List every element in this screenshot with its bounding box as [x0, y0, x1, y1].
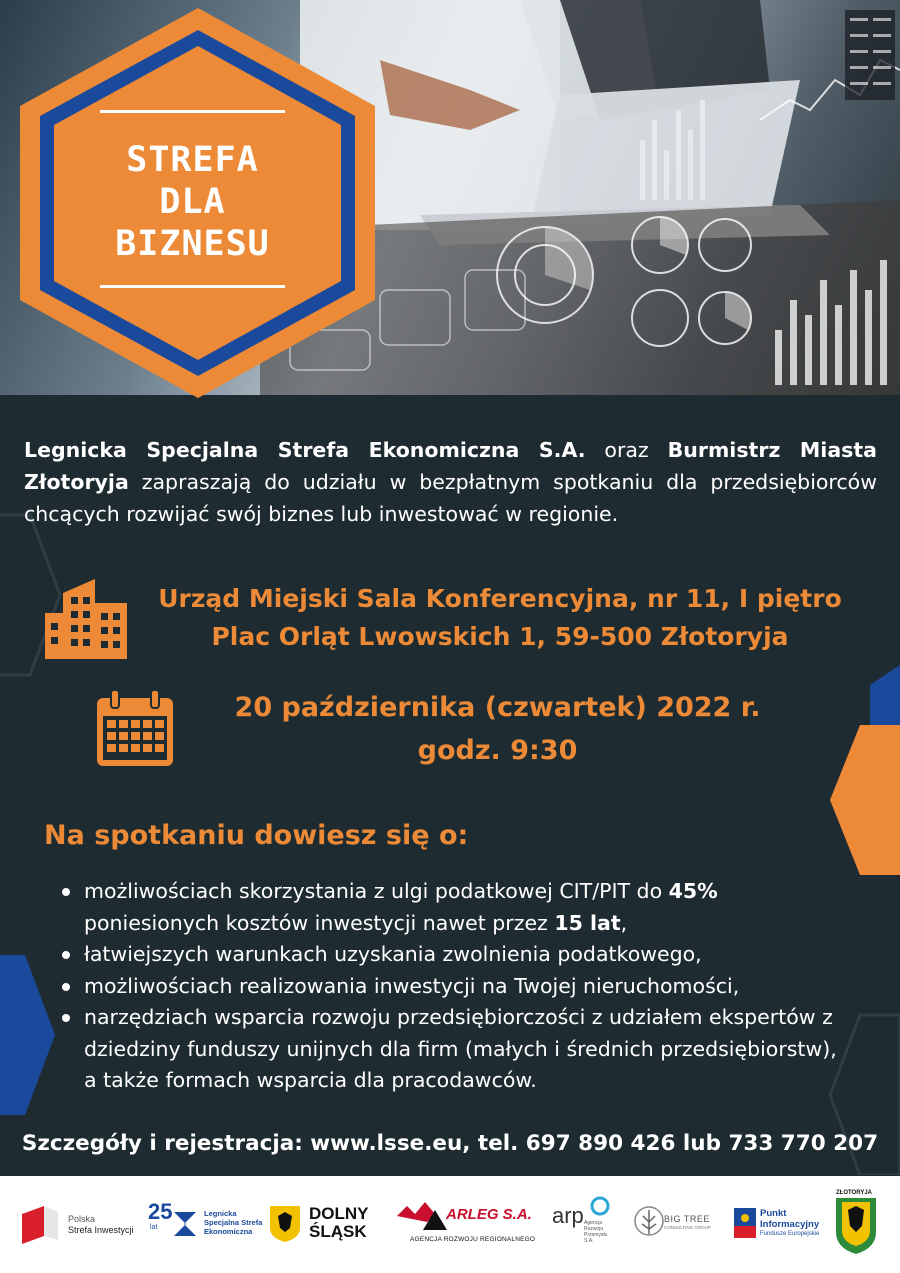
agenda-item-1-text-a: możliwościach skorzystania z ulgi podatkowej CIT/PIT do: [84, 879, 669, 903]
list-item: [62, 971, 842, 1003]
arleg-logo-subtitle: AGENCJA ROZWOJU REGIONALNEGO: [410, 1236, 536, 1243]
paih-logo-line-1: Polska: [68, 1214, 96, 1224]
bullet-dot: [62, 951, 70, 959]
eu-funds-logo-line-1: Punkt: [760, 1208, 787, 1219]
bullet-dot: [62, 983, 70, 991]
eu-funds-logo-line-3: Fundusze Europejskie: [760, 1231, 820, 1237]
arp-logo-line-4: Przemysłu: [584, 1232, 608, 1238]
arp-logo-line-5: S.A.: [584, 1238, 594, 1244]
zlotoryja-coat-of-arms-icon: [836, 1198, 876, 1254]
badge-top-rule: [100, 110, 285, 113]
intro-text: zapraszają do udziału w bezpłatnym spotkaniu dla przedsiębiorców chcących rozwijać swój biznes lub inwestować w regionie.: [24, 470, 877, 526]
bullet-dot: [62, 888, 70, 896]
dolny-slask-line-1: DOLNY: [309, 1204, 369, 1223]
intro-connector: oraz: [585, 438, 668, 462]
eu-funds-logo-line-2: Informacyjny: [760, 1219, 820, 1230]
building-icon: [45, 573, 127, 659]
badge-bottom-rule: [100, 285, 285, 288]
lsse-logo-line-2: Specjalna Strefa: [204, 1218, 263, 1227]
agenda-item-4: narzędziach wsparcia rozwoju przedsiębiorczości z udziałem ekspertów z dziedziny funduszy unijnych dla firm (małych i średnich przedsiębiorstw), a także formach wsparcia dla pracodawców.: [84, 1005, 837, 1092]
lsse-logo-lat: lat: [150, 1224, 158, 1231]
paih-logo-icon: [22, 1206, 58, 1244]
badge-line-2: DLA: [159, 182, 226, 222]
agenda-item-2: łatwiejszych warunkach uzyskania zwolnienia podatkowego,: [84, 942, 702, 966]
zlotoryja-logo-label: ZŁOTORYJA: [836, 1190, 873, 1196]
list-item: [62, 939, 842, 971]
arp-logo-name: arp: [552, 1203, 584, 1228]
badge-line-1: STREFA: [126, 140, 259, 180]
venue-line-2: Plac Orląt Lwowskich 1, 59-500 Złotoryja: [211, 622, 789, 651]
bullet-dot: [62, 1014, 70, 1022]
contact-line: Szczegóły i rejestracja: www.lsse.eu, tel. 697 890 426 lub 733 770 207: [21, 1131, 879, 1156]
big-tree-logo-name: BIG TREE: [664, 1214, 710, 1224]
intro-org-2: Burmistrz Miasta Złotoryja: [24, 438, 877, 494]
agenda-item-3: możliwościach realizowania inwestycji na Twojej nieruchomości,: [84, 973, 740, 998]
calendar-icon: [97, 690, 173, 766]
dolny-slask-line-2: ŚLĄSK: [309, 1222, 367, 1241]
lsse-logo-icon: [170, 1206, 200, 1240]
big-tree-logo-subtitle: CONSULTING GROUP: [664, 1225, 711, 1230]
arp-logo-line-3: Rozwoju: [584, 1226, 604, 1232]
venue-line-1: Urząd Miejski Sala Konferencyjna, nr 11, I piętro: [158, 584, 842, 613]
list-item: [62, 876, 842, 939]
agenda-item-1-text-c: ,: [620, 910, 628, 935]
date-line-1: 20 października (czwartek) 2022 r.: [234, 692, 761, 723]
agenda-item-1-text-b: poniesionych kosztów inwestycji nawet przez: [84, 910, 555, 935]
date-line-2: godz. 9:30: [417, 735, 578, 766]
lsse-logo-line-3: Ekonomiczna: [204, 1227, 253, 1236]
lsse-logo-number: 25: [148, 1199, 173, 1224]
agenda-title: Na spotkaniu dowiesz się o:: [44, 820, 469, 851]
arleg-logo-name: ARLEG S.A.: [446, 1206, 532, 1223]
intro-org-1: Legnicka Specjalna Strefa Ekonomiczna S.A.: [24, 438, 586, 462]
badge-line-3: BIZNESU: [115, 224, 270, 264]
agenda-list: [62, 876, 842, 1097]
arp-logo-line-2: Agencja: [584, 1220, 603, 1226]
dolny-slask-coat-of-arms-icon: [270, 1206, 300, 1242]
partner-logos-strip: [0, 1176, 900, 1273]
lsse-logo-line-1: Legnicka: [204, 1209, 237, 1218]
agenda-item-1-years: 15 lat: [554, 910, 621, 935]
intro-paragraph: [24, 434, 877, 530]
agenda-item-1-percent: 45%: [668, 879, 718, 903]
badge-title: [70, 110, 315, 295]
arp-logo-ring-icon: [588, 1194, 612, 1218]
big-tree-logo-icon: [634, 1204, 664, 1240]
list-item: [62, 1002, 842, 1097]
paih-logo-line-2: Strefa Inwestycji: [68, 1225, 134, 1235]
arleg-logo-icon: [397, 1200, 447, 1234]
eu-funds-logo-icon: [734, 1208, 756, 1238]
